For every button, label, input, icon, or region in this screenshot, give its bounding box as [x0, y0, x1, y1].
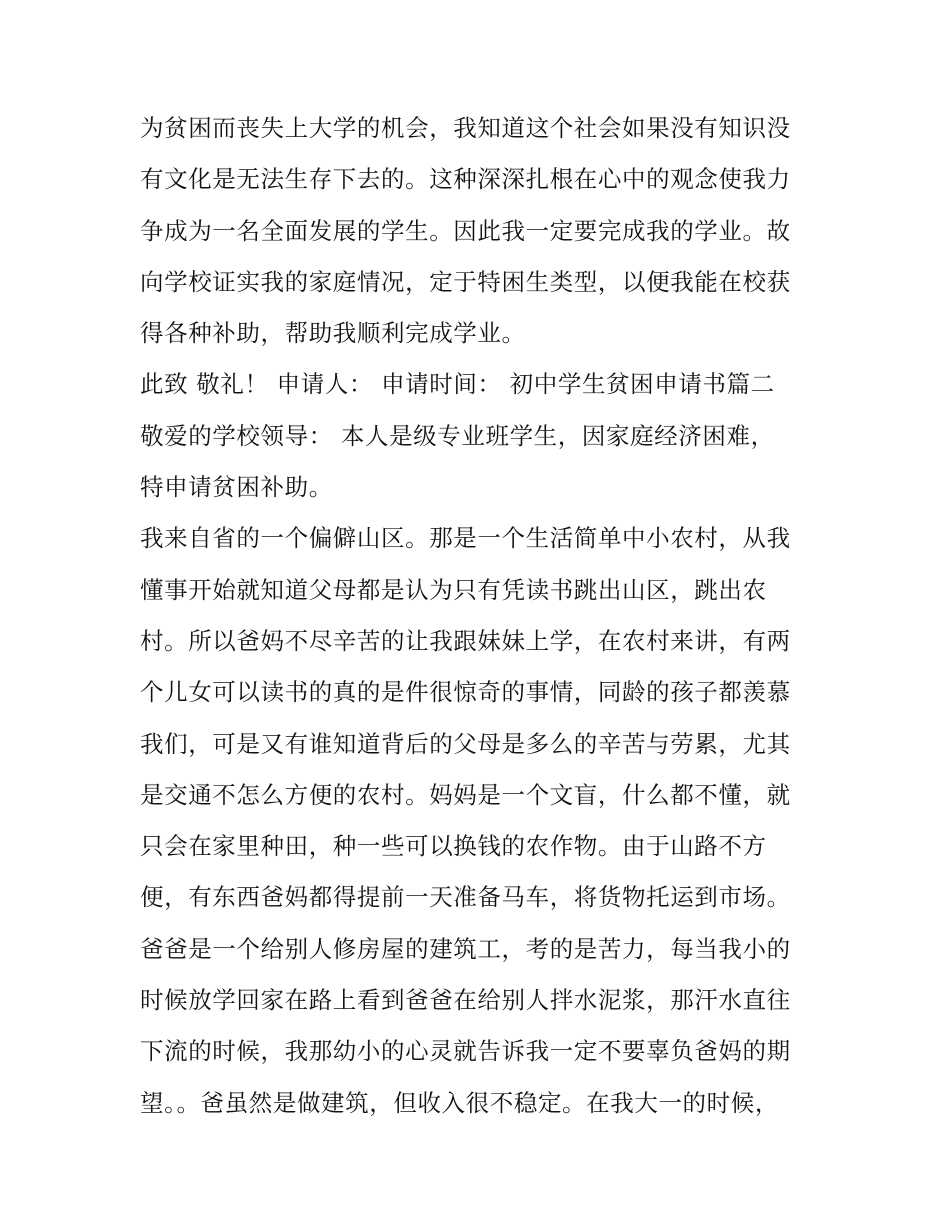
text-line: 个儿女可以读书的真的是件很惊奇的事情，同龄的孩子都羡慕	[140, 678, 791, 707]
text-line: 我们，可是又有谁知道背后的父母是多么的辛苦与劳累，尤其	[140, 729, 791, 758]
text-line: 得各种补助，帮助我顺利完成学业。	[140, 319, 526, 348]
text-line: 为贫困而丧失上大学的机会，我知道这个社会如果没有知识没	[140, 114, 791, 142]
document-body	[140, 103, 820, 1129]
text-line: 我来自省的一个偏僻山区。那是一个生活简单中小农村，从我	[140, 524, 791, 553]
text-line: 有文化是无法生存下去的。这种深深扎根在心中的观念使我力	[140, 165, 791, 194]
text-line: 村。所以爸妈不尽辛苦的让我跟妹妹上学，在农村来讲，有两	[140, 626, 791, 655]
text-line: 便，有东西爸妈都得提前一天准备马车，将货物托运到市场。	[140, 883, 791, 912]
text-line: 向学校证实我的家庭情况，定于特困生类型，以便我能在校获	[140, 267, 791, 296]
text-line: 是交通不怎么方便的农村。妈妈是一个文盲，什么都不懂，就	[140, 780, 791, 809]
text-line: 时候放学回家在路上看到爸爸在给别人拌水泥浆，那汗水直往	[140, 986, 791, 1015]
text-line: 下流的时候，我那幼小的心灵就告诉我一定不要辜负爸妈的期	[140, 1037, 791, 1066]
text-line: 特申请贫困补助。	[140, 473, 333, 502]
text-line: 只会在家里种田，种一些可以换钱的农作物。由于山路不方	[140, 832, 767, 861]
text-line: 争成为一名全面发展的学生。因此我一定要完成我的学业。故	[140, 216, 791, 245]
text-line: 懂事开始就知道父母都是认为只有凭读书跳出山区，跳出农	[140, 575, 767, 604]
text-line: 望。。爸虽然是做建筑，但收入很不稳定。在我大一的时候，	[140, 1088, 779, 1117]
text-line: 敬爱的学校领导： 本人是级专业班学生，因家庭经济困难，	[140, 421, 775, 450]
text-line: 爸爸是一个给别人修房屋的建筑工，考的是苦力，每当我小的	[140, 934, 791, 963]
text-line: 此致 敬礼！ 申请人： 申请时间： 初中学生贫困申请书篇二	[140, 370, 775, 399]
